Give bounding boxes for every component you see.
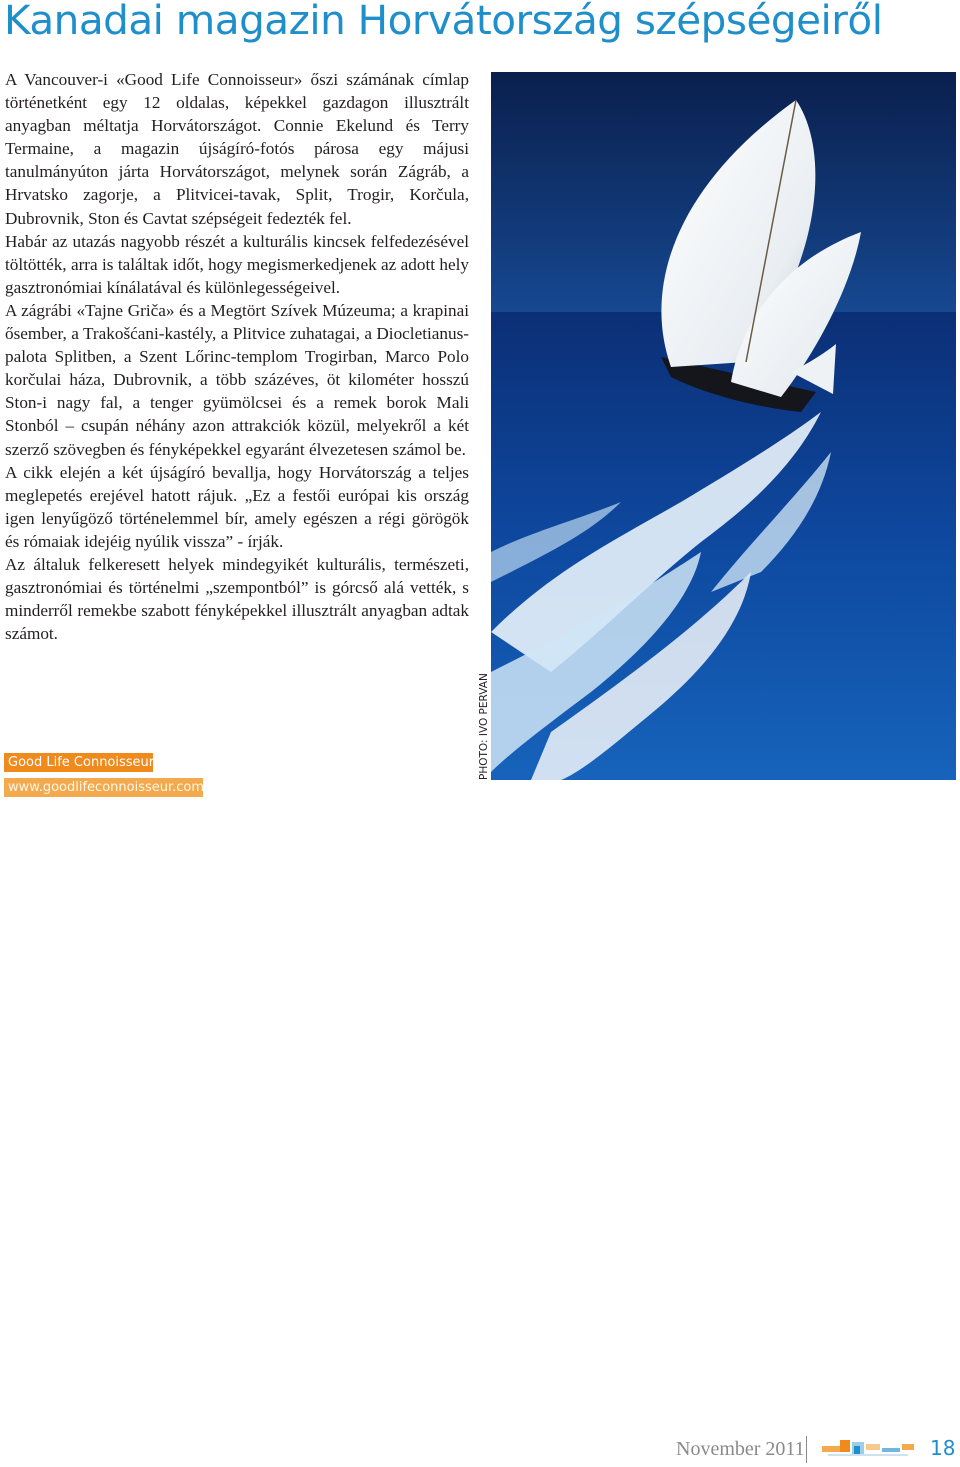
footer-divider <box>806 1436 807 1463</box>
source-url-link[interactable]: www.goodlifeconnoisseur.com <box>4 778 203 797</box>
sailboat-photo <box>491 72 956 780</box>
article-title: Kanadai magazin Horvátország szépségeiről <box>4 0 883 44</box>
magazine-logo <box>818 1434 918 1462</box>
issue-date: November 2011 <box>676 1438 805 1460</box>
sailboat-image <box>491 72 956 780</box>
page-number: 18 <box>930 1436 956 1460</box>
article-paragraph: A cikk elején a két újságíró bevallja, hogy Horvátország a teljes meglepetés erejével hatott rájuk. „Ez a festői európai kis ország igen lenyűgöző történelemmel bír, amely egészen a régi görögök és rómaiak idejéig nyúlik vissza” - írják. <box>5 462 469 551</box>
photo-credit: PHOTO: IVO PERVAN <box>478 673 490 780</box>
article-paragraph: Habár az utazás nagyobb részét a kulturális kincsek felfedezésével töltötték, arra is találtak időt, hogy megismerkedjenek az adott hely gasztronómiai kínálatával és különlegességeivel. <box>5 231 469 297</box>
article-body <box>5 68 469 645</box>
logo-mark <box>818 1434 918 1462</box>
article-paragraph: A zágrábi «Tajne Griča» és a Megtört Szívek Múzeuma; a krapinai ősember, a Trakošćani-kastély, a Plitvice zuhatagai, a Diocletianus-palota Splitben, a Szent Lőrinc-templom Trogirban, Marco Polo korčulai háza, Dubrovnik, a több százéves, öt kilométer hosszú Ston-i nagy fal, a tenger gyümölcsei és a remek borok Mali Stonból – csupán néhány azon attrakciók közül, melyekről a két szerző szövegben és fényképekkel egyaránt élvezetesen számol be. <box>5 300 469 459</box>
article-paragraph: A Vancouver-i «Good Life Connoisseur» őszi számának címlap történetként egy 12 oldalas, képekkel gazdagon illusztrált anyagban méltatja Horvátországot. Connie Ekelund és Terry Termaine, a magazin újságíró-fotós párosa egy májusi tanulmányúton járta Horvátországot, melynek során Zágráb, a Hrvatsko zagorje, a Plitvicei-tavak, Split, Trogir, Korčula, Dubrovnik, Ston és Cavtat szépségeit fedezték fel. <box>5 70 469 228</box>
source-name-label: Good Life Connoisseur <box>4 753 153 772</box>
article-paragraph: Az általuk felkeresett helyek mindegyikét kulturális, természeti, gasztronómiai és történelmi „szempontból” is górcső alá vették, s minderről remekbe szabott fényképekkel illusztrált anyagban adtak számot. <box>5 554 469 644</box>
